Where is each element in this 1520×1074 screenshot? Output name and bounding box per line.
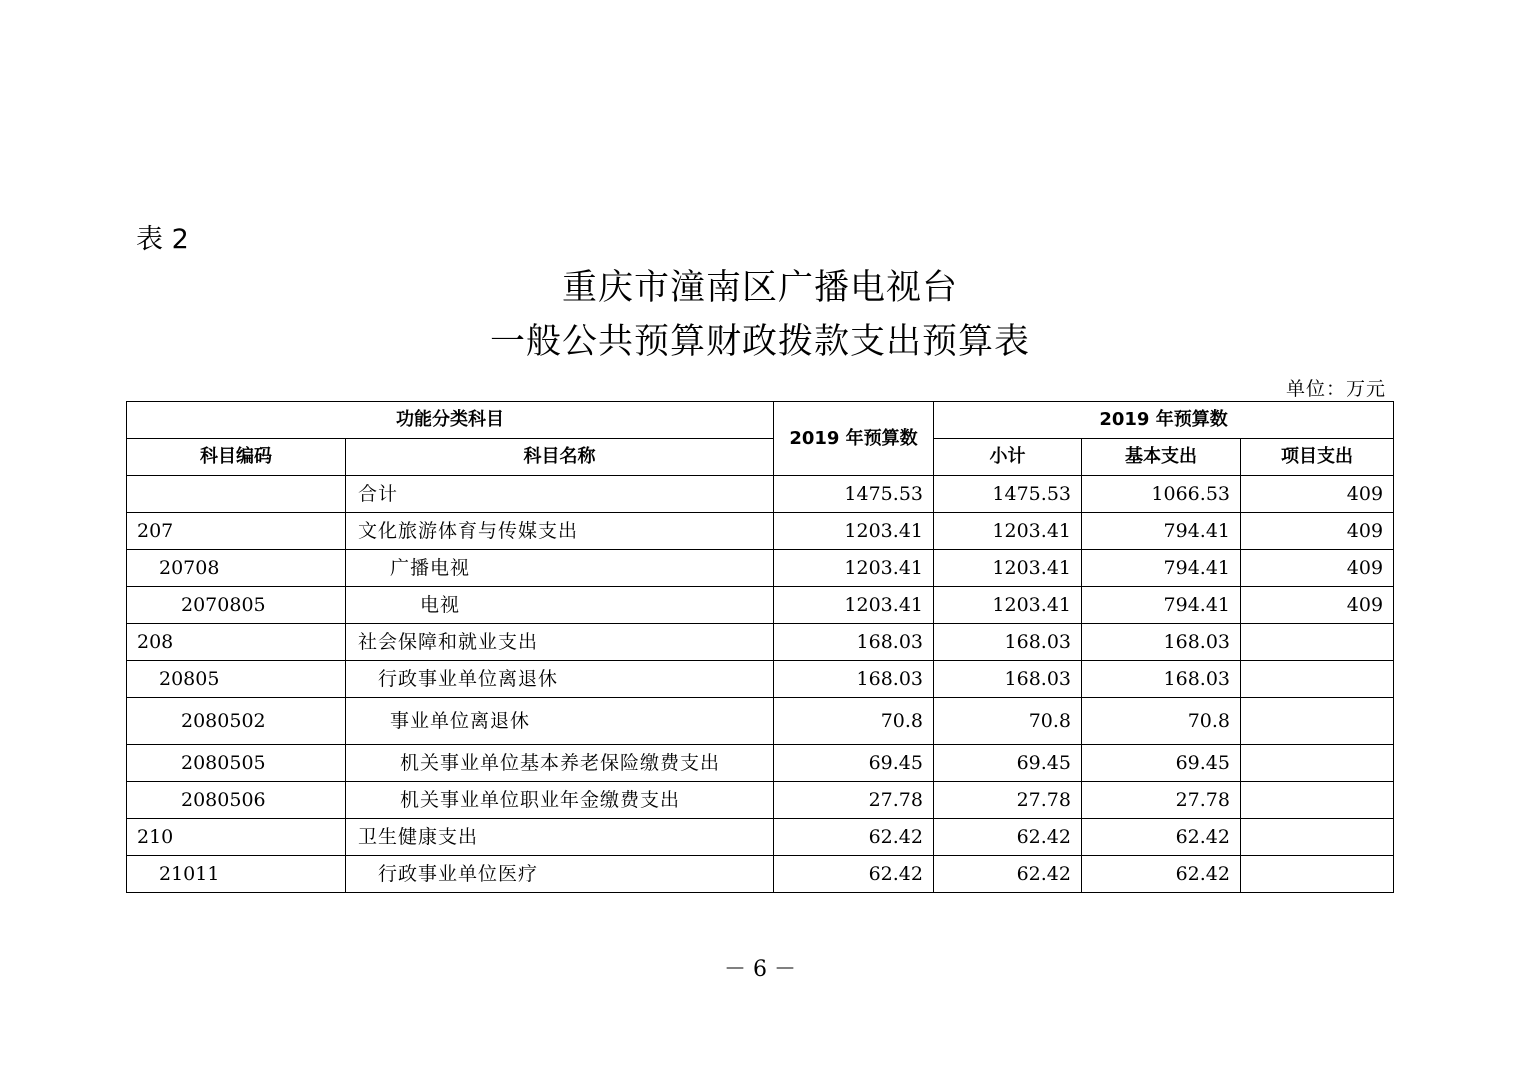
cell-code: 207 bbox=[127, 513, 346, 550]
table-row bbox=[127, 587, 1394, 624]
page-number: － 6 － bbox=[724, 957, 796, 982]
cell-basic: 27.78 bbox=[1082, 782, 1241, 819]
header-code: 科目编码 bbox=[127, 439, 346, 476]
cell-project bbox=[1241, 661, 1394, 698]
cell-basic: 794.41 bbox=[1082, 587, 1241, 624]
budget-table bbox=[126, 401, 1394, 893]
cell-name: 机关事业单位职业年金缴费支出 bbox=[346, 782, 774, 819]
cell-budget: 1203.41 bbox=[774, 513, 934, 550]
cell-project: 409 bbox=[1241, 550, 1394, 587]
cell-code bbox=[127, 476, 346, 513]
cell-budget: 62.42 bbox=[774, 856, 934, 893]
cell-budget: 168.03 bbox=[774, 661, 934, 698]
cell-project bbox=[1241, 819, 1394, 856]
cell-code: 2080505 bbox=[127, 745, 346, 782]
cell-budget: 62.42 bbox=[774, 819, 934, 856]
cell-budget: 69.45 bbox=[774, 745, 934, 782]
cell-basic: 70.8 bbox=[1082, 698, 1241, 745]
cell-code: 2080506 bbox=[127, 782, 346, 819]
cell-budget: 27.78 bbox=[774, 782, 934, 819]
header-func-category: 功能分类科目 bbox=[127, 402, 774, 439]
cell-code: 20708 bbox=[127, 550, 346, 587]
table-row bbox=[127, 745, 1394, 782]
header-basic: 基本支出 bbox=[1082, 439, 1241, 476]
header-name: 科目名称 bbox=[346, 439, 774, 476]
cell-budget: 1203.41 bbox=[774, 550, 934, 587]
cell-name: 电视 bbox=[346, 587, 774, 624]
document-subtitle: 一般公共预算财政拨款支出预算表 bbox=[489, 322, 1030, 362]
cell-code: 208 bbox=[127, 624, 346, 661]
cell-name: 社会保障和就业支出 bbox=[346, 624, 774, 661]
table-label: 表 2 bbox=[136, 224, 189, 255]
header-row-1 bbox=[127, 402, 1394, 439]
cell-subtotal: 168.03 bbox=[934, 624, 1082, 661]
cell-project: 409 bbox=[1241, 587, 1394, 624]
cell-basic: 62.42 bbox=[1082, 819, 1241, 856]
cell-subtotal: 27.78 bbox=[934, 782, 1082, 819]
cell-basic: 168.03 bbox=[1082, 624, 1241, 661]
table-row bbox=[127, 698, 1394, 745]
table-row bbox=[127, 856, 1394, 893]
cell-project bbox=[1241, 745, 1394, 782]
cell-code: 2070805 bbox=[127, 587, 346, 624]
cell-budget: 1475.53 bbox=[774, 476, 934, 513]
cell-project bbox=[1241, 698, 1394, 745]
cell-name: 广播电视 bbox=[346, 550, 774, 587]
table-row bbox=[127, 624, 1394, 661]
cell-subtotal: 69.45 bbox=[934, 745, 1082, 782]
cell-code: 21011 bbox=[127, 856, 346, 893]
cell-project bbox=[1241, 624, 1394, 661]
cell-subtotal: 62.42 bbox=[934, 856, 1082, 893]
header-subtotal: 小计 bbox=[934, 439, 1082, 476]
cell-subtotal: 1203.41 bbox=[934, 513, 1082, 550]
cell-code: 20805 bbox=[127, 661, 346, 698]
cell-name: 事业单位离退休 bbox=[346, 698, 774, 745]
cell-name: 合计 bbox=[346, 476, 774, 513]
cell-subtotal: 70.8 bbox=[934, 698, 1082, 745]
cell-subtotal: 1203.41 bbox=[934, 550, 1082, 587]
header-project: 项目支出 bbox=[1241, 439, 1394, 476]
cell-basic: 168.03 bbox=[1082, 661, 1241, 698]
cell-subtotal: 1203.41 bbox=[934, 587, 1082, 624]
cell-basic: 794.41 bbox=[1082, 513, 1241, 550]
cell-budget: 1203.41 bbox=[774, 587, 934, 624]
unit-label: 单位：万元 bbox=[1285, 378, 1386, 400]
cell-subtotal: 168.03 bbox=[934, 661, 1082, 698]
cell-budget: 70.8 bbox=[774, 698, 934, 745]
cell-basic: 62.42 bbox=[1082, 856, 1241, 893]
cell-project: 409 bbox=[1241, 476, 1394, 513]
table-row bbox=[127, 476, 1394, 513]
table-row bbox=[127, 782, 1394, 819]
header-row-2 bbox=[127, 439, 1394, 476]
cell-subtotal: 1475.53 bbox=[934, 476, 1082, 513]
cell-subtotal: 62.42 bbox=[934, 819, 1082, 856]
document-title: 重庆市潼南区广播电视台 bbox=[561, 268, 958, 308]
cell-project bbox=[1241, 856, 1394, 893]
cell-name: 行政事业单位离退休 bbox=[346, 661, 774, 698]
cell-code: 210 bbox=[127, 819, 346, 856]
cell-name: 行政事业单位医疗 bbox=[346, 856, 774, 893]
cell-budget: 168.03 bbox=[774, 624, 934, 661]
table-row bbox=[127, 513, 1394, 550]
cell-name: 机关事业单位基本养老保险缴费支出 bbox=[346, 745, 774, 782]
cell-name: 卫生健康支出 bbox=[346, 819, 774, 856]
cell-name: 文化旅游体育与传媒支出 bbox=[346, 513, 774, 550]
cell-code: 2080502 bbox=[127, 698, 346, 745]
cell-basic: 69.45 bbox=[1082, 745, 1241, 782]
table-row bbox=[127, 661, 1394, 698]
header-budget-2019-group: 2019 年预算数 bbox=[934, 402, 1394, 439]
cell-project: 409 bbox=[1241, 513, 1394, 550]
cell-basic: 1066.53 bbox=[1082, 476, 1241, 513]
table-row bbox=[127, 819, 1394, 856]
table-row bbox=[127, 550, 1394, 587]
cell-project bbox=[1241, 782, 1394, 819]
header-budget-2019: 2019 年预算数 bbox=[774, 402, 934, 476]
cell-basic: 794.41 bbox=[1082, 550, 1241, 587]
